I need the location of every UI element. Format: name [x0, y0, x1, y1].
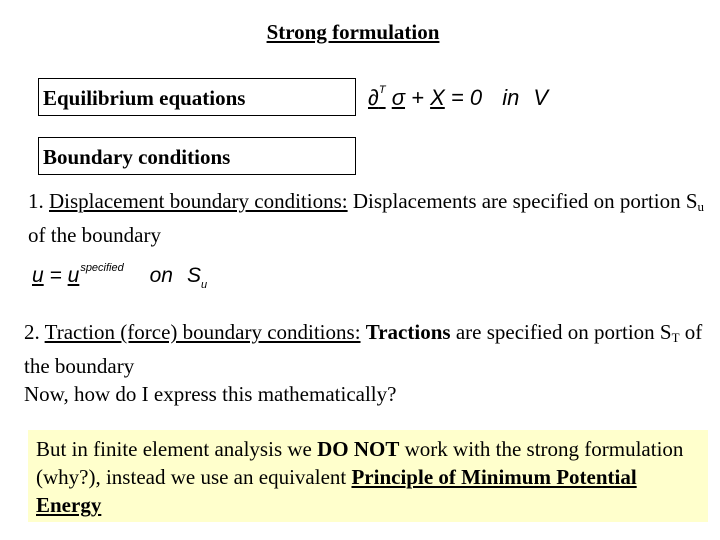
- in-word: in: [502, 85, 520, 110]
- su-symbol: S: [186, 264, 201, 287]
- u-specified-symbol: u: [67, 264, 80, 287]
- fea-note: But in finite element analysis we DO NOT work with the strong formulation (why?), instead we use an equivalent Principle of Minimum Potential Energy: [36, 437, 684, 517]
- displacement-equation: $u = u^{specified}$ on $S_u$: [32, 262, 208, 291]
- plus-sign: +: [405, 85, 431, 110]
- do-not-emphasis: DO NOT: [317, 437, 400, 461]
- principle-link-text: Principle of Minimum Potential Energy: [36, 465, 637, 517]
- sigma-symbol: σ: [391, 85, 406, 110]
- tractions-word: Tractions: [365, 320, 451, 344]
- boundary-conditions-box: Boundary conditions: [38, 137, 356, 175]
- equals-zero: = 0: [444, 85, 483, 110]
- partial-operator: ∂$^T$: [368, 84, 386, 110]
- u-symbol: u: [32, 264, 44, 287]
- body-force-symbol: X: [430, 85, 445, 110]
- equilibrium-equation: [368, 84, 548, 111]
- volume-symbol: V: [533, 85, 549, 110]
- displacement-bc-heading: Displacement boundary conditions:: [49, 189, 348, 213]
- displacement-bc-paragraph: 1. Displacement boundary conditions: Displacements are specified on portion $S_u$ of the boundary: [28, 189, 705, 247]
- traction-bc-heading: Traction (force) boundary conditions:: [44, 320, 361, 344]
- on-word: on: [149, 264, 173, 287]
- traction-bc-paragraph: 2. Traction (force) boundary conditions: Tractions are specified on portion $S_T$ of the boundary Now, how do I express this mathematically?: [24, 320, 703, 406]
- question-line: Now, how do I express this mathematically?: [24, 382, 397, 406]
- equilibrium-equations-box: Equilibrium equations: [38, 78, 356, 116]
- page-title: Strong formulation: [266, 20, 440, 44]
